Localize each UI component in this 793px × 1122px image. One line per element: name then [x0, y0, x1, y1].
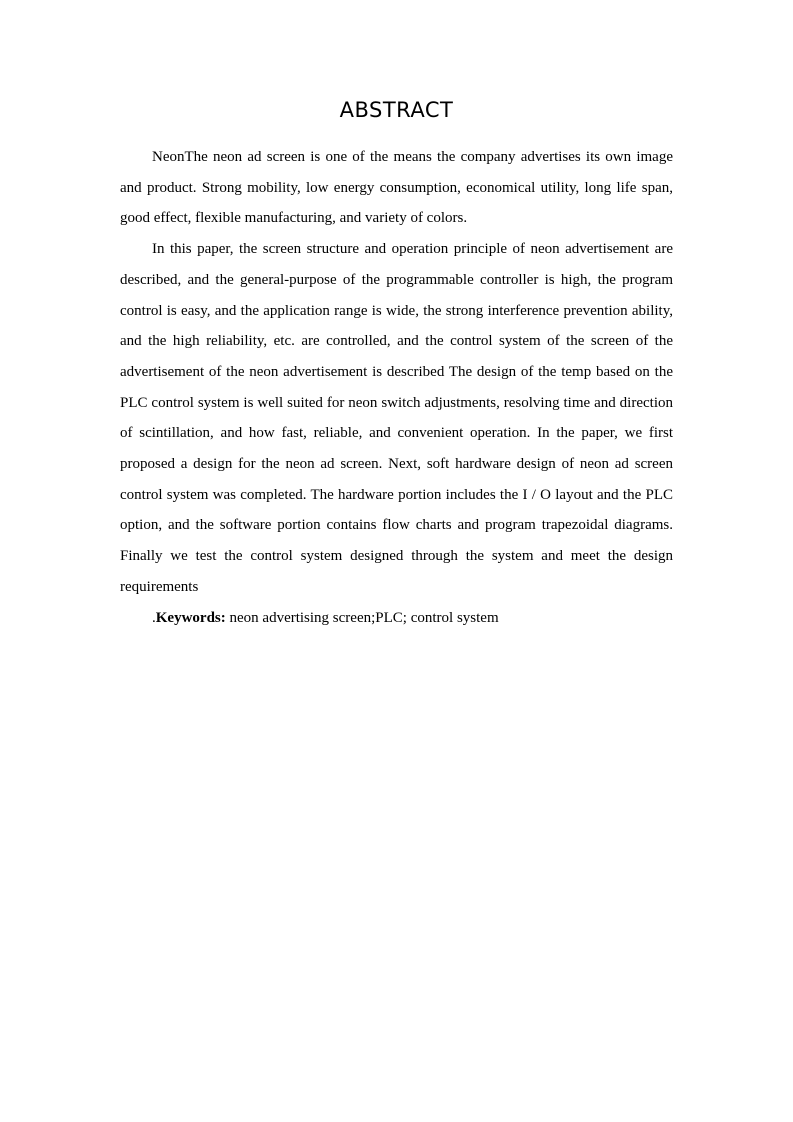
abstract-paragraph-2: In this paper, the screen structure and operation principle of neon advertisement are described, and the general-purpose of the programmable controller is high, the program control is easy, and the application range is wide, the strong interference prevention ability, and the high reliability, etc. are controlled, and the control system of the screen of the advertisement of the neon advertisement is described The design of the temp based on the PLC control system is well suited for neon switch adjustments, resolving time and direction of scintillation, and how fast, reliable, and convenient operation. In the paper, we first proposed a design for the neon ad screen. Next, soft hardware design of neon ad screen control system was completed. The hardware portion includes the I / O layout and the PLC option, and the software portion contains flow charts and program trapezoidal diagrams. Finally we test the control system designed through the system and meet the design requirements [120, 241, 673, 595]
abstract-paragraph-1: NeonThe neon ad screen is one of the means the company advertises its own image and product. Strong mobility, low energy consumption, economical utility, long life span, good effect, flexible manufacturing, and variety of colors. [120, 149, 673, 227]
abstract-title: ABSTRACT [339, 98, 454, 122]
keywords-prefix: . [152, 609, 156, 626]
abstract-body [120, 142, 673, 633]
keywords-line [120, 603, 673, 634]
keywords-value: neon advertising screen;PLC; control system [225, 609, 499, 626]
keywords-label: Keywords: [155, 609, 226, 626]
